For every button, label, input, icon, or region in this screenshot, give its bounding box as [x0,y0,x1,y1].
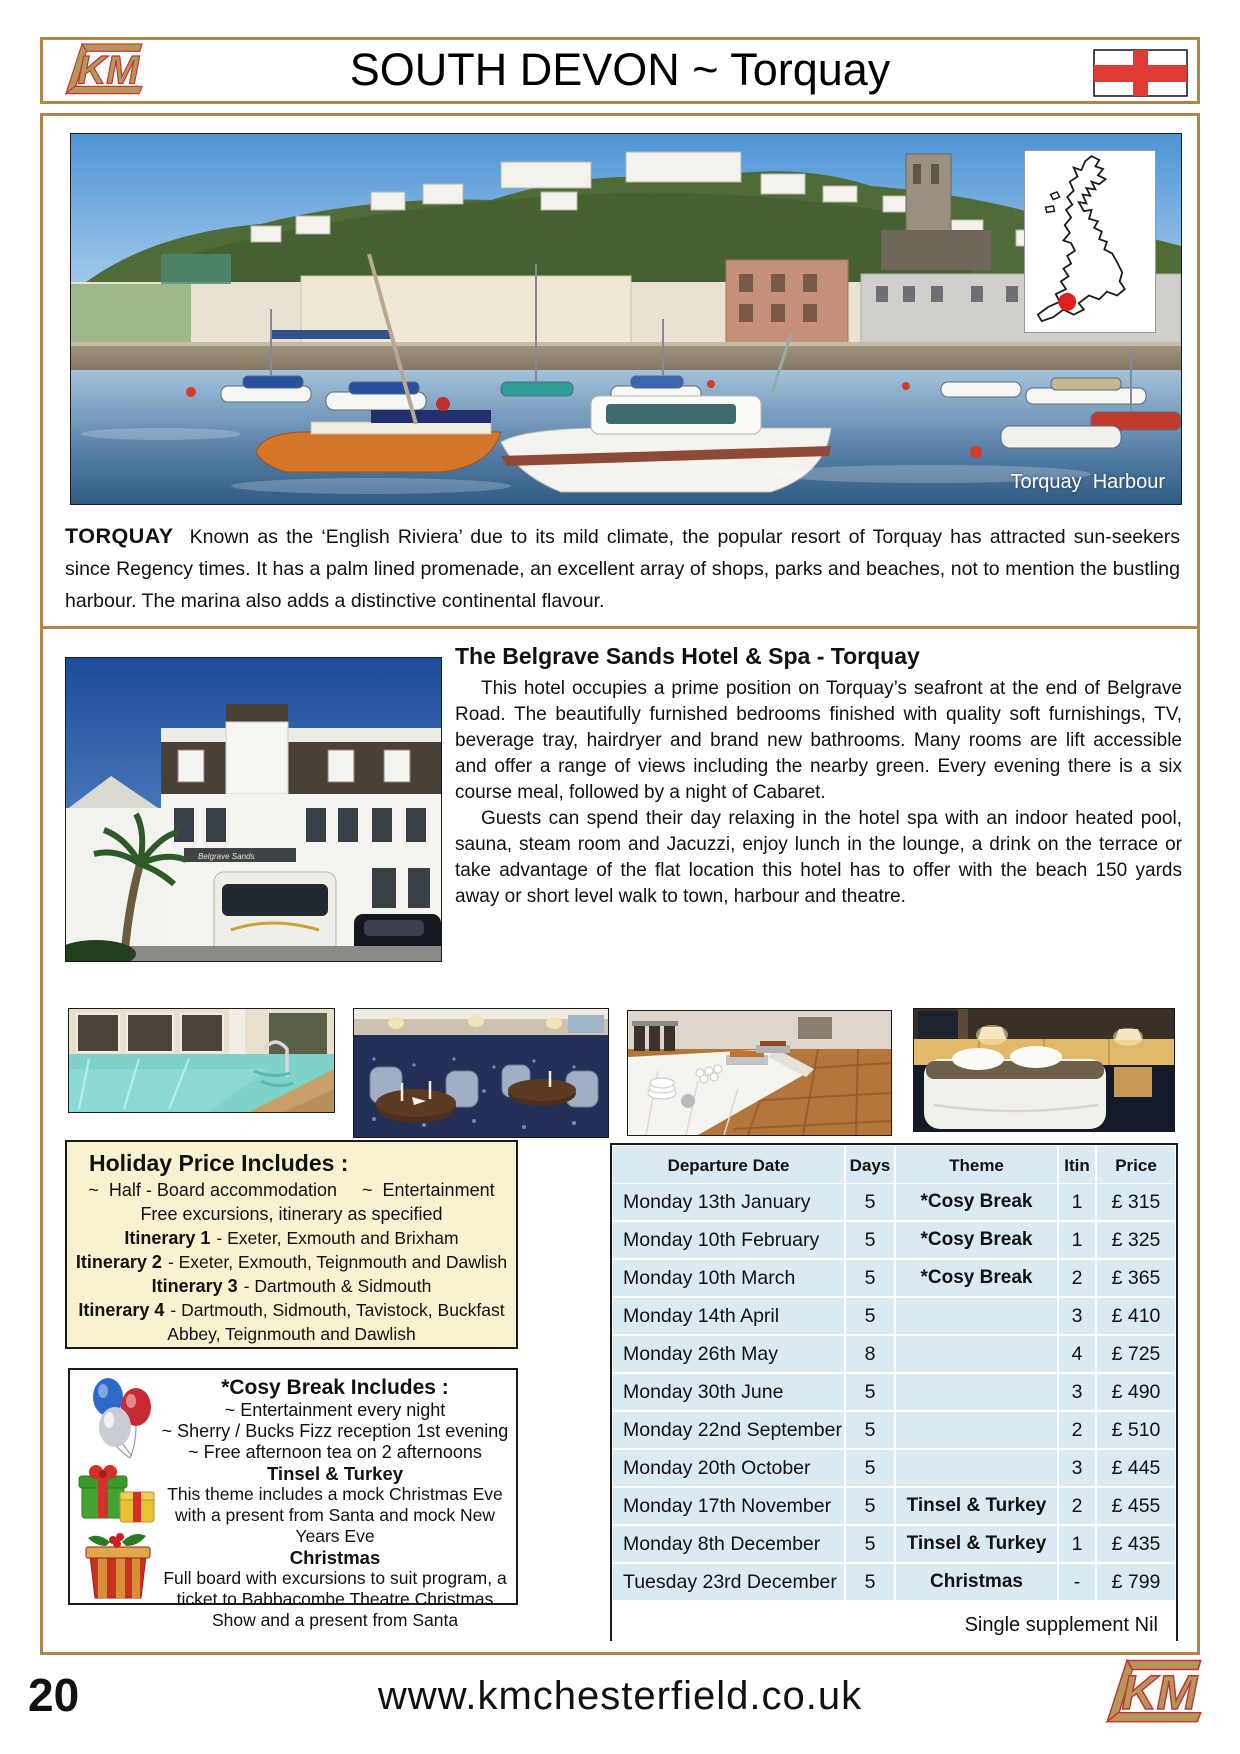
table-cell: Monday 26th May [612,1335,845,1373]
table-cell: 5 [845,1297,895,1335]
table-cell: Monday 14th April [612,1297,845,1335]
km-travel-logo-icon [1100,1656,1208,1728]
table-cell: £ 410 [1096,1297,1176,1335]
itinerary-3: Itinerary 3 - Dartmouth & Sidmouth [151,1276,432,1296]
table-cell: 1 [1058,1183,1096,1221]
table-cell: Monday 30th June [612,1373,845,1411]
table-cell: 4 [1058,1335,1096,1373]
table-cell: Christmas [895,1563,1058,1601]
photo-bedroom [913,1008,1175,1132]
photo-dining-room [353,1008,609,1138]
cosy-bullet-entertainment: ~ Entertainment every night [224,1400,446,1420]
hotel-description [455,643,1182,910]
tinsel-turkey-title: Tinsel & Turkey [266,1463,404,1484]
table-cell: - [1058,1563,1096,1601]
christmas-title: Christmas [289,1547,381,1568]
holiday-includes-panel [65,1140,518,1349]
svg-text:Belgrave Sands: Belgrave Sands [198,852,255,861]
cosy-bullet-sherry: ~ Sherry / Bucks Fizz reception 1st evening [161,1421,509,1441]
intro-lead: TORQUAY [65,524,174,548]
table-cell: 1 [1058,1525,1096,1563]
table-cell: Monday 10th February [612,1221,845,1259]
table-cell: Tuesday 23rd December [612,1563,845,1601]
itinerary-2: Itinerary 2 - Exeter, Exmouth, Teignmouth and Dawlish [75,1252,508,1272]
includes-line-excursions: Free excursions, itinerary as specified [140,1204,443,1224]
table-cell: *Cosy Break [895,1221,1058,1259]
table-cell [895,1449,1058,1487]
harbour-scene [71,134,1181,504]
england-flag-icon [1093,49,1188,97]
table-cell: 5 [845,1373,895,1411]
table-cell: Monday 22nd September [612,1411,845,1449]
itinerary-4: Itinerary 4 - Dartmouth, Sidmouth, Tavistock, Buckfast Abbey, Teignmouth and Dawlish [78,1300,505,1344]
table-cell: 5 [845,1563,895,1601]
itinerary-1: Itinerary 1 - Exeter, Exmouth and Brixham [124,1228,459,1248]
hotel-paragraph-1: This hotel occupies a prime position on Torquay’s seafront at the end of Belgrave Road. The beautifully furnished bedrooms finished with quality soft furnishings, TV, beverage tray, hairdryer and brand new bathrooms. Many rooms are lift accessible and offer a range of views including the nearby green. Every evening there is a six course meal, followed by a night of Cabaret. [455,678,1182,803]
photo-belgrave-sands-hotel [65,657,442,962]
col-header-days: Days [845,1145,895,1187]
table-cell: £ 325 [1096,1221,1176,1259]
table-cell: *Cosy Break [895,1259,1058,1297]
table-cell [895,1335,1058,1373]
table-cell: *Cosy Break [895,1183,1058,1221]
table-cell: Monday 13th January [612,1183,845,1221]
photo-indoor-pool [68,1008,335,1113]
col-header-itin: Itin [1058,1145,1096,1187]
cosy-break-text [154,1375,516,1631]
table-cell: Monday 20th October [612,1449,845,1487]
cosy-break-title: *Cosy Break Includes : [221,1376,449,1399]
christmas-text: Full board with excursions to suit program, a ticket to Babbacombe Theatre Christmas Show and a present from Santa [163,1568,507,1630]
departure-price-table [610,1143,1178,1641]
table-cell: Tinsel & Turkey [895,1487,1058,1525]
table-cell: Tinsel & Turkey [895,1525,1058,1563]
table-cell: 2 [1058,1259,1096,1297]
includes-line-board: ~ Half - Board accommodation ~ Entertainment [88,1180,495,1200]
table-cell: 3 [1058,1449,1096,1487]
uk-map-outline [1025,151,1153,330]
balloons-icon [78,1376,166,1460]
presents-icon [78,1460,158,1524]
table-cell: 2 [1058,1411,1096,1449]
table-cell: 5 [845,1411,895,1449]
table-cell: £ 725 [1096,1335,1176,1373]
table-cell: 5 [845,1183,895,1221]
col-header-price: Price [1096,1145,1176,1187]
table-cell: Monday 8th December [612,1525,845,1563]
holly [88,1533,146,1548]
table-cell: Monday 10th March [612,1259,845,1297]
dispensers [632,1021,678,1051]
hotel-title: The Belgrave Sands Hotel & Spa - Torquay [455,643,920,669]
table-cell: 2 [1058,1487,1096,1525]
table-cell: 5 [845,1449,895,1487]
christmas-present-icon [80,1526,156,1600]
tinsel-turkey-text: This theme includes a mock Christmas Eve with a present from Santa and mock New Years Eve [167,1484,503,1546]
table-cell: 3 [1058,1297,1096,1335]
table-cell: 5 [845,1221,895,1259]
table-cell: £ 455 [1096,1487,1176,1525]
table-cell: Monday 17th November [612,1487,845,1525]
table-cell: 5 [845,1259,895,1297]
svg-text:KM: KM [77,48,140,93]
table-cell: £ 445 [1096,1449,1176,1487]
hotel-scene [66,658,441,961]
table-cell [895,1411,1058,1449]
cosy-bullet-tea: ~ Free afternoon tea on 2 afternoons [188,1442,482,1462]
table-cell: £ 799 [1096,1563,1176,1601]
table-cell: £ 510 [1096,1411,1176,1449]
table-cell: £ 490 [1096,1373,1176,1411]
table-cell: £ 315 [1096,1183,1176,1221]
intro-body: Known as the ‘English Riviera’ due to its mild climate, the popular resort of Torquay has attracted sun-seekers since Regency times. It has a palm lined promenade, an excellent array of shops, parks and beaches, not to mention the bustling harbour. The marina also adds a distinctive continental flavour. [65,526,1180,612]
col-header-theme: Theme [895,1145,1058,1187]
table-cell: 5 [845,1525,895,1563]
website-link[interactable]: www.kmchesterfield.co.uk [377,1674,863,1718]
table-cell: 3 [1058,1373,1096,1411]
table-cell [895,1297,1058,1335]
cosy-break-panel [68,1368,518,1630]
table-cell: 1 [1058,1221,1096,1259]
hotel-paragraph-2: Guests can spend their day relaxing in the hotel spa with an indoor heated pool, sauna, steam room and Jacuzzi, enjoy lunch in the lounge, a drink on the terrace or take advantage of the flat location this hotel has to offer with the beach 150 yards away or short level walk to town, harbour and theatre. [455,808,1182,907]
photo-caption: Torquay Harbour [1010,471,1165,493]
table-cell: £ 435 [1096,1525,1176,1563]
single-supplement-note: Single supplement Nil [612,1601,1176,1649]
table-cell: 8 [845,1335,895,1373]
uk-location-map [1024,150,1156,333]
photo-buffet-table [627,1010,892,1136]
intro-paragraph [65,520,1180,617]
svg-text:KM: KM [1121,1666,1198,1721]
table-cell [895,1373,1058,1411]
holiday-includes-title: Holiday Price Includes : [89,1150,349,1176]
table-cell: £ 365 [1096,1259,1176,1297]
table-cell: 5 [845,1487,895,1525]
section-divider [40,626,1200,629]
page-number: 20 [28,1669,80,1721]
photo-torquay-harbour [70,133,1182,505]
torquay-location-dot [1058,293,1076,311]
col-header-departure-date: Departure Date [612,1145,845,1187]
page-title: SOUTH DEVON ~ Torquay [349,44,891,95]
